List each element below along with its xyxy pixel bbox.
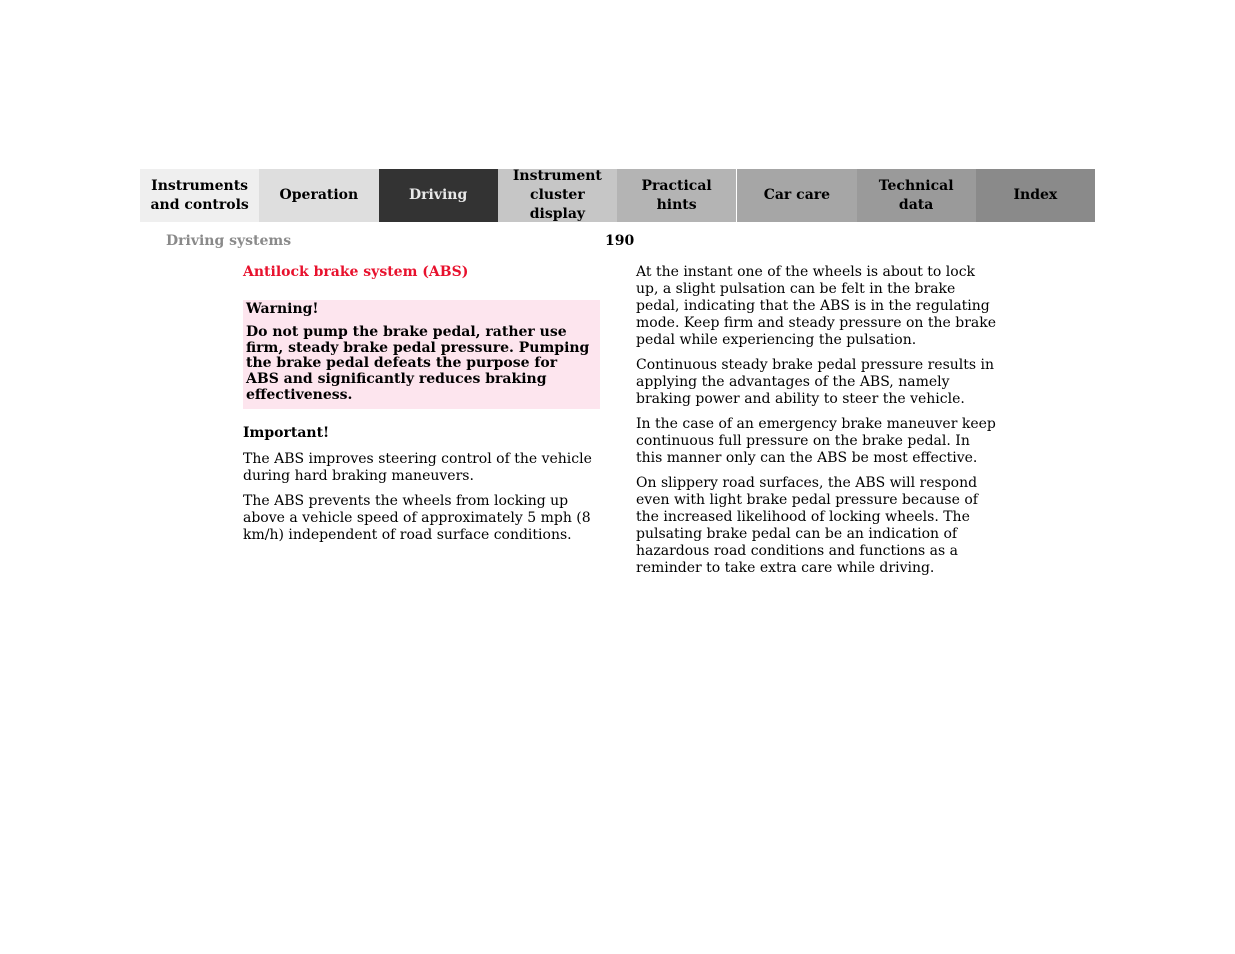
tab-operation[interactable]	[259, 169, 378, 222]
page-number: 190	[605, 233, 635, 249]
tab-label: Index	[1013, 187, 1058, 203]
tab-label: Technical data	[878, 177, 954, 213]
right-column	[636, 264, 996, 585]
important-label: Important!	[243, 424, 330, 441]
paragraph: The ABS prevents the wheels from locking up above a vehicle speed of approximately 5 mph (8 km/h) independent of road surface conditions.	[243, 492, 591, 543]
section-heading: Antilock brake system (ABS)	[243, 264, 469, 280]
warning-text: Do not pump the brake pedal, rather use firm, steady brake pedal pressure. Pumping the brake pedal defeats the purpose for ABS and significantly reduces braking effectiveness.	[246, 324, 590, 403]
tab-instrument-cluster-display[interactable]	[498, 169, 617, 222]
warning-title: Warning!	[246, 301, 319, 317]
warning-box	[243, 300, 600, 409]
paragraph: On slippery road surfaces, the ABS will respond even with light brake pedal pressure because of the increased likelihood of locking wheels. The pulsating brake pedal can be an indication of hazardous road conditions and functions as a reminder to take extra care while driving.	[636, 475, 978, 576]
tab-label: Operation	[279, 187, 359, 203]
tab-car-care[interactable]	[737, 169, 856, 222]
left-column	[243, 264, 600, 552]
tab-driving[interactable]	[379, 169, 498, 222]
tab-index[interactable]	[976, 169, 1095, 222]
tab-label: Instruments and controls	[150, 177, 249, 213]
tab-label: Car care	[763, 187, 831, 203]
tab-label: Practical hints	[641, 177, 712, 213]
paragraph: At the instant one of the wheels is about to lock up, a slight pulsation can be felt in the brake pedal, indicating that the ABS is in the regulating mode. Keep firm and steady pressure on the brake pedal while experiencing the pulsation.	[636, 264, 997, 348]
tab-instruments-and-controls[interactable]	[140, 169, 259, 222]
paragraph: In the case of an emergency brake maneuver keep continuous full pressure on the brake pedal. In this manner only can the ABS be most effective.	[636, 416, 996, 466]
paragraph: The ABS improves steering control of the vehicle during hard braking maneuvers.	[243, 450, 592, 484]
section-title: Driving systems	[166, 233, 292, 249]
tab-label: Instrument cluster display	[512, 168, 602, 222]
tab-practical-hints[interactable]	[617, 169, 737, 222]
paragraph: Continuous steady brake pedal pressure results in applying the advantages of the ABS, namely braking power and ability to steer the vehicle.	[636, 357, 995, 407]
chapter-navigation	[140, 169, 1095, 222]
tab-technical-data[interactable]	[857, 169, 976, 222]
tab-label: Driving	[408, 187, 468, 203]
